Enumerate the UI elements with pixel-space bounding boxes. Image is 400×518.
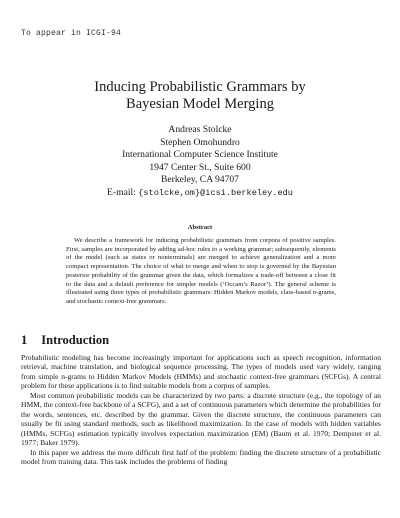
author-institute: International Computer Science Institute xyxy=(122,149,278,160)
section-heading xyxy=(21,333,123,348)
section-title: Introduction xyxy=(41,333,110,347)
author-name-2: Stephen Omohundro xyxy=(160,136,240,148)
email-address[interactable]: {stolcke,om}@icsi.berkeley.edu xyxy=(138,187,293,198)
body-paragraph-1: Probabilistic modeling has become increasingly important for applications such as speech recognition, information retrieval, machine translation, and biological sequence processing. The types of models used vary widely, ranging from simple n-grams to Hidden Markov Models (HMMs) and stochastic context-free grammars (SCFGs). A central problem for these applications is to find suitable models from a corpus of samples. xyxy=(21,353,381,391)
title-line-1: Inducing Probabilistic Grammars by xyxy=(94,79,306,95)
abstract-heading: Abstract xyxy=(187,224,213,231)
author-city: Berkeley, CA 94707 xyxy=(161,174,239,185)
title-line-2: Bayesian Model Merging xyxy=(126,96,274,112)
email-label: E-mail: xyxy=(107,186,136,198)
author-name-1: Andreas Stolcke xyxy=(168,124,232,135)
paper-title xyxy=(0,79,400,113)
abstract-text: We describe a framework for inducing probabilistic grammars from corpora of positive samples. First, samples are incorporated by adding ad-hoc rules to a working grammar; subsequently, elements of the model (such as states or nonterminals) are merged to achieve generalization and a more compact representation. The choice of what to merge and when to stop is governed by the Bayesian posterior probability of the grammar given the data, which formalizes a trade-off between a close fit to the data and a default preference for simpler models (‘Occam’s Razor’). The general scheme is illustrated using three types of probabilistic grammars: Hidden Markov models, class-based n-grams, and stochastic context-free grammars. xyxy=(66,237,336,305)
body-paragraph-3: In this paper we address the more difficult first half of the problem: finding the discrete structure of a probabilistic model from training data. This task includes the problems of finding xyxy=(21,447,381,466)
body-paragraph-2: Most common probabilistic models can be characterized by two parts: a discrete structure (e.g., the topology of an HMM, the context-free backbone of a SCFG), and a set of continuous parameters which determine the probabilities for the words, sentences, etc. described by the grammar. Given the discrete structure, the continuous parameters can usually be fit using standard methods, such as likelihood maximization. In the case of models with hidden variables (HMMs, SCFGs) estimation typically involves expectation maximization (EM) (Baum et al. 1970; Dempster et al. 1977; Baker 1979). xyxy=(21,390,381,448)
author-street: 1947 Center St., Suite 600 xyxy=(149,161,251,173)
author-block xyxy=(0,124,400,199)
header-note: To appear in ICGI-94 xyxy=(21,29,122,38)
author-email-line xyxy=(0,187,400,200)
body-text xyxy=(21,353,381,466)
section-number: 1 xyxy=(21,333,28,347)
